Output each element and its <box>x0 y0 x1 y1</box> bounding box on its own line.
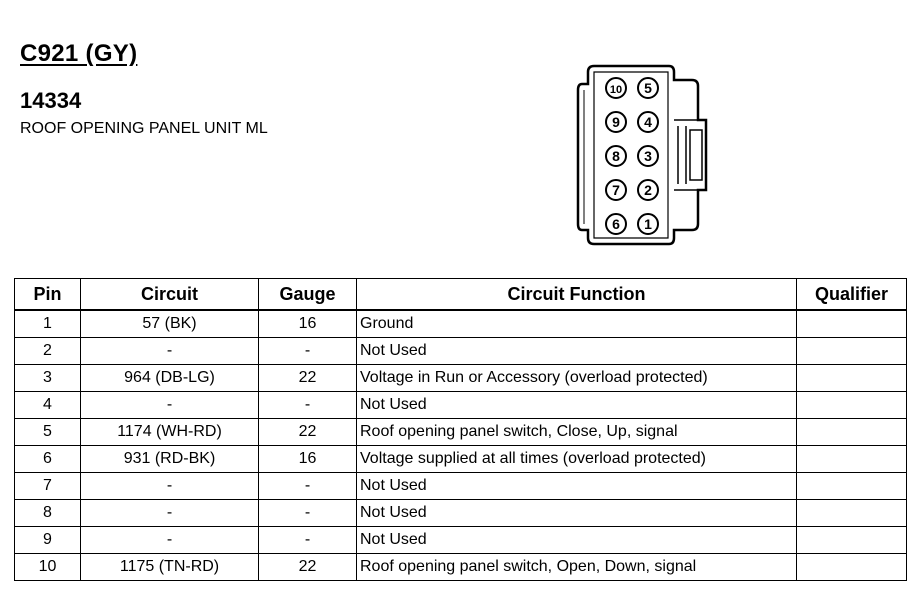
connector-pin <box>606 214 626 234</box>
connector-face-diagram <box>574 60 744 250</box>
cell-qualifier <box>797 365 907 392</box>
cell-function: Voltage supplied at all times (overload protected) <box>357 446 797 473</box>
cell-qualifier <box>797 554 907 581</box>
connector-pin <box>606 78 626 98</box>
pin-number: 3 <box>644 148 652 164</box>
table-row <box>15 419 907 446</box>
cell-circuit: 931 (RD-BK) <box>81 446 259 473</box>
table-row <box>15 392 907 419</box>
cell-pin: 4 <box>15 392 81 419</box>
connector-pin <box>638 112 658 132</box>
table-header-row <box>15 279 907 311</box>
cell-function: Not Used <box>357 473 797 500</box>
cell-function: Not Used <box>357 500 797 527</box>
cell-circuit: - <box>81 473 259 500</box>
pin-number: 9 <box>612 114 620 130</box>
cell-function: Not Used <box>357 338 797 365</box>
cell-qualifier <box>797 473 907 500</box>
cell-function: Voltage in Run or Accessory (overload protected) <box>357 365 797 392</box>
pin-number: 7 <box>612 182 620 198</box>
table-row <box>15 473 907 500</box>
connector-pin <box>638 180 658 200</box>
pin-number: 2 <box>644 182 652 198</box>
header-pin: Pin <box>15 279 81 311</box>
cell-circuit: 1175 (TN-RD) <box>81 554 259 581</box>
table-row <box>15 500 907 527</box>
table-row <box>15 365 907 392</box>
cell-gauge: 22 <box>259 365 357 392</box>
cell-gauge: 16 <box>259 310 357 338</box>
cell-gauge: 22 <box>259 554 357 581</box>
cell-pin: 7 <box>15 473 81 500</box>
cell-function: Not Used <box>357 392 797 419</box>
cell-qualifier <box>797 310 907 338</box>
connector-pin <box>638 146 658 166</box>
cell-gauge: 16 <box>259 446 357 473</box>
header-qualifier: Qualifier <box>797 279 907 311</box>
part-number: 14334 <box>20 88 82 113</box>
cell-gauge: - <box>259 392 357 419</box>
cell-pin: 10 <box>15 554 81 581</box>
connector-pin <box>606 146 626 166</box>
cell-circuit: - <box>81 500 259 527</box>
table-row <box>15 310 907 338</box>
component-name: ROOF OPENING PANEL UNIT ML <box>20 120 268 137</box>
cell-pin: 9 <box>15 527 81 554</box>
cell-circuit: - <box>81 338 259 365</box>
header-circuit: Circuit <box>81 279 259 311</box>
pin-number: 4 <box>644 114 652 130</box>
cell-gauge: - <box>259 338 357 365</box>
connector-pin <box>606 180 626 200</box>
connector-pin <box>638 78 658 98</box>
cell-circuit: - <box>81 392 259 419</box>
cell-qualifier <box>797 527 907 554</box>
connector-pin <box>638 214 658 234</box>
pin-number: 1 <box>644 216 652 232</box>
cell-qualifier <box>797 446 907 473</box>
connector-id: C921 (GY) <box>20 40 138 67</box>
table-row <box>15 554 907 581</box>
cell-function: Ground <box>357 310 797 338</box>
cell-pin: 6 <box>15 446 81 473</box>
cell-qualifier <box>797 392 907 419</box>
table-row <box>15 527 907 554</box>
cell-pin: 2 <box>15 338 81 365</box>
cell-circuit: - <box>81 527 259 554</box>
cell-function: Roof opening panel switch, Close, Up, signal <box>357 419 797 446</box>
pin-number: 6 <box>612 216 620 232</box>
cell-qualifier <box>797 338 907 365</box>
cell-circuit: 1174 (WH-RD) <box>81 419 259 446</box>
cell-circuit: 57 (BK) <box>81 310 259 338</box>
connector-latch <box>674 120 706 190</box>
cell-pin: 5 <box>15 419 81 446</box>
cell-function: Roof opening panel switch, Open, Down, signal <box>357 554 797 581</box>
cell-pin: 3 <box>15 365 81 392</box>
cell-pin: 1 <box>15 310 81 338</box>
cell-function: Not Used <box>357 527 797 554</box>
cell-qualifier <box>797 419 907 446</box>
table-row <box>15 338 907 365</box>
pin-number: 8 <box>612 148 620 164</box>
cell-gauge: - <box>259 473 357 500</box>
connector-pin <box>606 112 626 132</box>
cell-pin: 8 <box>15 500 81 527</box>
cell-gauge: - <box>259 527 357 554</box>
header-circuit-function: Circuit Function <box>357 279 797 311</box>
header-gauge: Gauge <box>259 279 357 311</box>
cell-gauge: 22 <box>259 419 357 446</box>
cell-gauge: - <box>259 500 357 527</box>
table-row <box>15 446 907 473</box>
cell-qualifier <box>797 500 907 527</box>
pin-layer <box>606 78 658 234</box>
pin-number: 5 <box>644 80 652 96</box>
cell-circuit: 964 (DB-LG) <box>81 365 259 392</box>
pin-table <box>14 278 907 581</box>
pin-number: 10 <box>609 84 623 96</box>
